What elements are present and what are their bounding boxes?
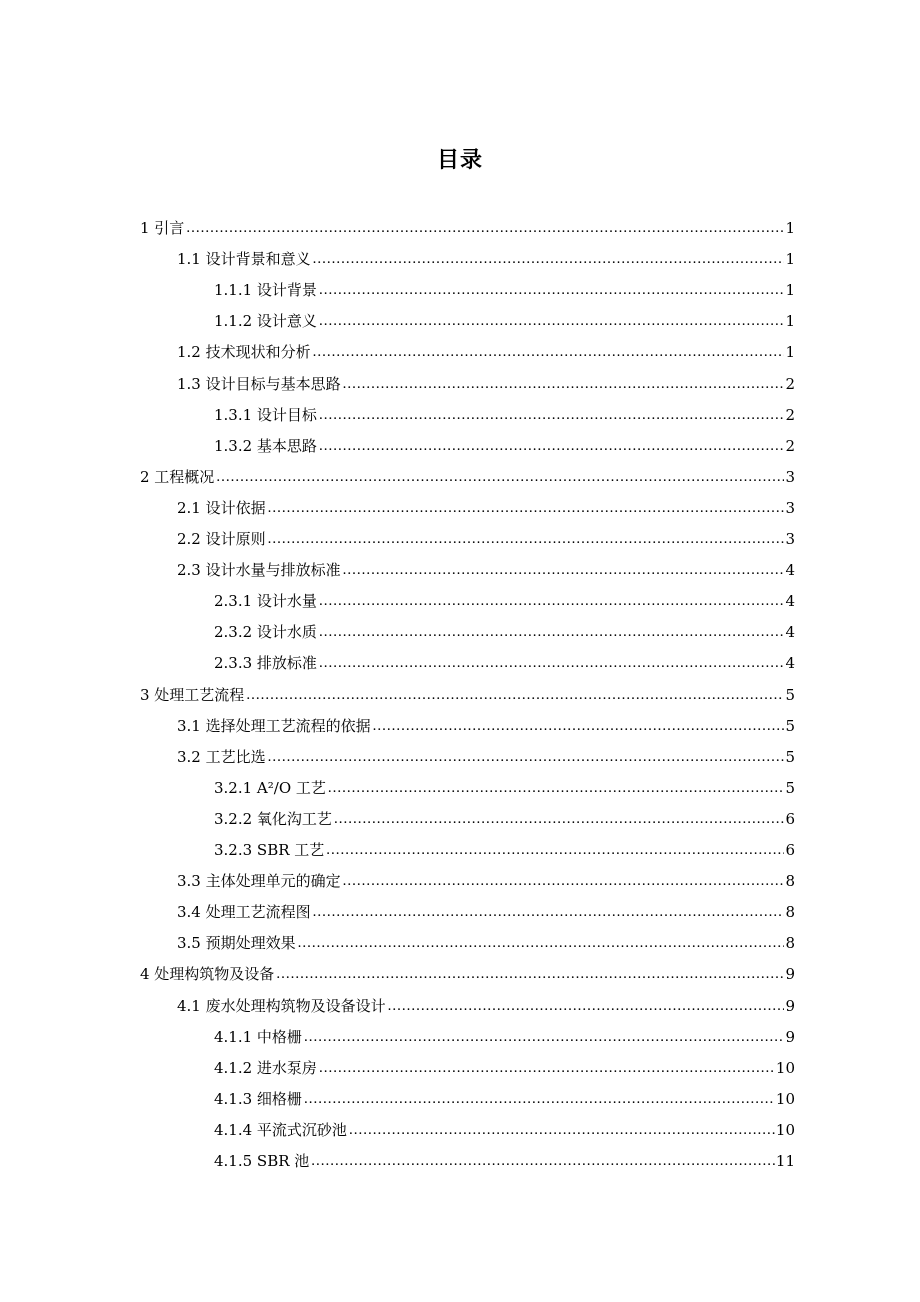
toc-page-number: 9 [785, 1027, 795, 1046]
toc-entry[interactable] [177, 891, 795, 922]
toc-page-number: 6 [785, 809, 795, 828]
toc-leader-dots [343, 871, 785, 891]
toc-page-number: 10 [775, 1120, 795, 1139]
toc-entry[interactable] [214, 1140, 795, 1171]
toc-leader-dots [313, 249, 785, 269]
toc-leader-dots [268, 498, 785, 518]
toc-entry[interactable] [214, 425, 795, 456]
toc-entry-label: 3 处理工艺流程 [140, 685, 245, 704]
toc-entry-label: 1.1.1 设计背景 [214, 281, 317, 300]
toc-leader-dots [343, 560, 785, 580]
toc-entry-label: 3.2.1 A²/O 工艺 [214, 778, 326, 797]
toc-page-number: 1 [785, 250, 795, 269]
toc-entry[interactable] [177, 705, 795, 736]
toc-entry[interactable] [214, 1109, 795, 1140]
toc-entry[interactable] [177, 985, 795, 1016]
toc-page-number: 3 [785, 530, 795, 548]
toc-leader-dots [319, 436, 785, 456]
toc-entry-label: 2.3.1 设计水量 [214, 592, 317, 611]
toc-leader-dots [326, 840, 784, 860]
toc-leader-dots [319, 405, 785, 425]
toc-entry-label: 1.3.1 设计目标 [214, 405, 317, 424]
toc-page-number: 5 [785, 778, 795, 797]
toc-entry[interactable] [177, 518, 795, 549]
toc-entry-label: 1.3 设计目标与基本思路 [177, 374, 341, 393]
toc-entry[interactable] [214, 642, 795, 673]
toc-leader-dots [319, 591, 785, 611]
toc-leader-dots [319, 280, 785, 300]
toc-entry-label: 3.1 选择处理工艺流程的依据 [177, 716, 371, 735]
toc-entry[interactable] [214, 1078, 795, 1109]
toc-page-number: 5 [785, 747, 795, 766]
toc-entry-label: 2.1 设计依据 [177, 498, 266, 517]
toc-entry-label: 2.3 设计水量与排放标准 [177, 561, 341, 580]
toc-leader-dots [373, 716, 785, 736]
toc-entry-label: 4.1.4 平流式沉砂池 [214, 1120, 347, 1139]
toc-entry-label: 3.4 处理工艺流程图 [177, 903, 311, 922]
toc-entry-label: 4.1.1 中格栅 [214, 1027, 302, 1046]
toc-entry[interactable] [177, 860, 795, 891]
toc-entry[interactable] [177, 363, 795, 394]
toc-page-number: 9 [785, 996, 795, 1015]
toc-entry-label: 1.1.2 设计意义 [214, 312, 317, 331]
toc-leader-dots [304, 1027, 785, 1047]
toc-entry-label: 4.1.2 进水泵房 [214, 1058, 317, 1077]
toc-entry-label: 1.2 技术现状和分析 [177, 343, 311, 362]
toc-entry[interactable] [177, 736, 795, 767]
toc-entry[interactable] [214, 798, 795, 829]
toc-page-number: 1 [785, 281, 795, 300]
toc-leader-dots [319, 311, 785, 331]
toc-leader-dots [246, 685, 784, 705]
toc-entry-label: 2.2 设计原则 [177, 530, 266, 548]
toc-leader-dots [343, 374, 785, 394]
toc-entry-label: 2.3.2 设计水质 [214, 623, 317, 642]
toc-leader-dots [186, 218, 784, 238]
toc-entry-label: 4 处理构筑物及设备 [140, 965, 275, 984]
toc-entry-label: 4.1.5 SBR 池 [214, 1152, 310, 1170]
toc-page-number: 1 [785, 312, 795, 331]
toc-entry-label: 1.1 设计背景和意义 [177, 250, 311, 269]
toc-entry[interactable] [214, 1047, 795, 1078]
toc-page-number: 5 [785, 685, 795, 704]
toc-entry-label: 3.2.3 SBR 工艺 [214, 841, 325, 859]
toc-page-number: 11 [775, 1152, 795, 1170]
toc-page-number: 4 [785, 654, 795, 673]
toc-page-number: 1 [785, 343, 795, 362]
toc-entry-label: 2.3.3 排放标准 [214, 654, 317, 673]
toc-leader-dots [311, 1151, 775, 1171]
toc-page-number: 9 [785, 965, 795, 984]
toc-entry[interactable] [177, 331, 795, 362]
toc-leader-dots [304, 1089, 775, 1109]
toc-page-number: 8 [785, 903, 795, 922]
toc-entry[interactable] [214, 269, 795, 300]
toc-entry[interactable] [177, 487, 795, 518]
toc-page-number: 3 [785, 467, 795, 486]
toc-entry[interactable] [214, 300, 795, 331]
toc-page-number: 1 [785, 219, 795, 237]
toc-entry-label: 1 引言 [140, 219, 185, 237]
toc-page-number: 6 [785, 841, 795, 859]
toc-entry[interactable] [140, 456, 795, 487]
toc-page-number: 4 [785, 592, 795, 611]
toc-leader-dots [319, 1058, 775, 1078]
toc-entry[interactable] [214, 767, 795, 798]
toc-leader-dots [334, 809, 785, 829]
toc-leader-dots [313, 902, 785, 922]
toc-page-number: 8 [785, 872, 795, 891]
toc-leader-dots [268, 747, 785, 767]
toc-page-number: 10 [775, 1058, 795, 1077]
toc-page-number: 4 [785, 623, 795, 642]
toc-leader-dots [313, 342, 785, 362]
toc-leader-dots [276, 964, 784, 984]
toc-entry-label: 4.1.3 细格栅 [214, 1089, 302, 1108]
toc-entry-label: 1.3.2 基本思路 [214, 436, 317, 455]
toc-entry-label: 2 工程概况 [140, 467, 215, 486]
toc-leader-dots [388, 996, 785, 1016]
toc-entry-label: 3.5 预期处理效果 [177, 934, 296, 953]
toc-entry[interactable] [177, 238, 795, 269]
toc-entry[interactable] [214, 611, 795, 642]
toc-title: 目录 [436, 148, 483, 173]
toc-entry[interactable] [177, 922, 795, 953]
toc-leader-dots [349, 1120, 775, 1140]
toc-entry-label: 3.2 工艺比选 [177, 747, 266, 766]
toc-entry[interactable] [140, 953, 795, 984]
toc-entry[interactable] [140, 207, 795, 238]
toc-leader-dots [319, 622, 785, 642]
toc-page-number: 2 [785, 405, 795, 424]
toc-page-number: 10 [775, 1089, 795, 1108]
toc-leader-dots [319, 653, 785, 673]
toc-leader-dots [216, 467, 784, 487]
toc-entry[interactable] [214, 1016, 795, 1047]
toc-leader-dots [298, 933, 785, 953]
toc-page-number: 2 [785, 374, 795, 393]
toc-leader-dots [328, 778, 785, 798]
toc-page-number: 2 [785, 436, 795, 455]
toc-page-number: 3 [785, 498, 795, 517]
toc-entry[interactable] [214, 580, 795, 611]
toc-entry-label: 3.3 主体处理单元的确定 [177, 872, 341, 891]
toc-entry[interactable] [214, 829, 795, 860]
toc-leader-dots [268, 529, 785, 549]
toc-entry[interactable] [177, 549, 795, 580]
toc-page-number: 4 [785, 561, 795, 580]
toc-entry-label: 3.2.2 氧化沟工艺 [214, 809, 332, 828]
toc-page-number: 5 [785, 716, 795, 735]
toc-entry[interactable] [214, 394, 795, 425]
toc-entry[interactable] [140, 674, 795, 705]
toc-entry-label: 4.1 废水处理构筑物及设备设计 [177, 996, 386, 1015]
toc-page-number: 8 [785, 934, 795, 953]
